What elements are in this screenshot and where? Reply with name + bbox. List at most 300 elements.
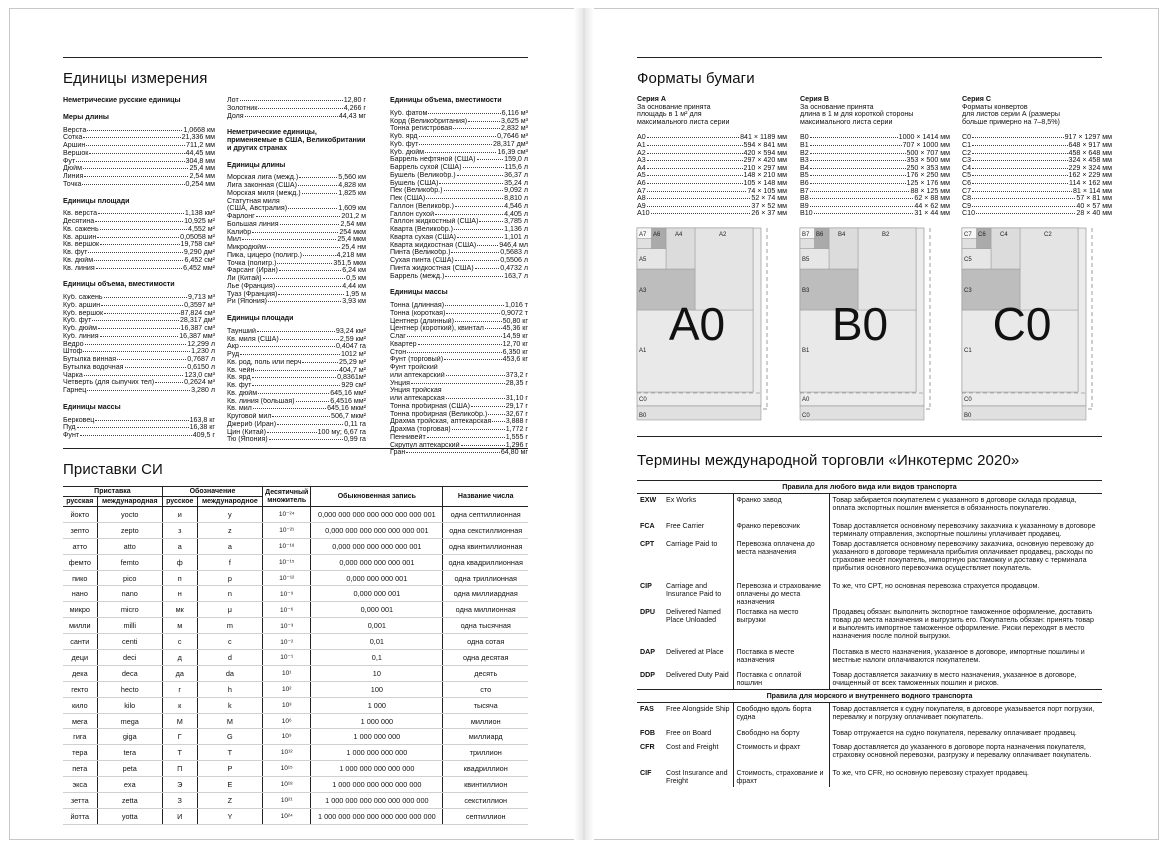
unit-value: 254 мкм xyxy=(339,228,366,236)
si-header-multiplier: Десятичный множитель xyxy=(263,487,311,507)
format-code: B4 xyxy=(800,164,809,172)
unit-name: Пика, цицеро (полигр.) xyxy=(227,251,302,259)
unit-value: 2,54 мм xyxy=(340,220,366,228)
format-code: A4 xyxy=(637,164,646,172)
unit-row xyxy=(227,182,366,190)
unit-name: Бутылка водочная xyxy=(63,363,124,371)
format-code: A8 xyxy=(637,195,646,203)
leader-dots xyxy=(452,426,505,430)
format-size: 148 × 210 мм xyxy=(743,172,787,180)
unit-name: Куб. фатом xyxy=(390,109,428,117)
series-name: Серия C xyxy=(962,95,991,103)
table-row xyxy=(63,713,528,729)
series-description: За основание принята xyxy=(800,102,874,111)
format-size: 210 × 297 мм xyxy=(743,164,787,172)
leader-dots xyxy=(444,187,504,191)
si-plain-notation: 0,000 000 000 000 000 001 xyxy=(311,538,443,554)
format-row xyxy=(637,210,787,218)
leader-dots xyxy=(810,165,906,169)
si-plain-notation: 1 000 000 000 000 000 000 000 xyxy=(311,793,443,809)
unit-row xyxy=(390,333,528,341)
leader-dots xyxy=(268,298,341,302)
leader-dots xyxy=(445,273,503,277)
leader-dots xyxy=(972,150,1067,154)
units-section-heading: Единицы длины xyxy=(227,160,286,169)
unit-row xyxy=(227,351,366,359)
si-prefix-intl: mega xyxy=(97,713,162,729)
unit-name: Фарсанг (Иран) xyxy=(227,267,278,275)
unit-row xyxy=(63,234,215,242)
unit-value: 29,17 г xyxy=(505,402,528,410)
format-size: 324 × 458 мм xyxy=(1068,157,1112,165)
format-label: B5 xyxy=(802,257,810,263)
format-code: A9 xyxy=(637,202,646,210)
unit-row xyxy=(390,125,528,133)
unit-name: Бутылка винная xyxy=(63,356,117,363)
leader-dots xyxy=(276,283,341,287)
si-header-name: Название числа xyxy=(443,487,528,507)
series-name: Серия B xyxy=(800,95,829,103)
unit-value: 1,609 км xyxy=(338,205,366,213)
si-number-name: одна десятая xyxy=(443,650,528,666)
format-code: A7 xyxy=(637,187,646,195)
unit-value: 0,4732 л xyxy=(500,264,528,272)
unit-value: 28,317 дм³ xyxy=(179,317,215,325)
unit-name: Куб. вершок xyxy=(63,309,104,317)
unit-row xyxy=(227,429,366,437)
series-description: За основание принята xyxy=(637,102,711,111)
unit-value: 44,45 мм xyxy=(185,149,215,157)
unit-name: Куб. фут xyxy=(390,140,419,148)
unit-row xyxy=(227,413,366,421)
table-row xyxy=(63,586,528,602)
term-description: Продавец обязан: выполнить экспортное таможенное оформление, доставить товар до места назначения и выгрузить его. Покупатель обязан: принять товар и выполнить импортное таможенное оформление. Риски переходят в место назначения после полной выгрузки. xyxy=(829,606,1102,646)
leader-dots xyxy=(810,172,906,176)
leader-dots xyxy=(455,318,502,322)
si-symbol-ru: н xyxy=(162,586,197,602)
unit-value: 3,888 г xyxy=(505,418,528,426)
si-prefix-ru: нано xyxy=(63,586,97,602)
unit-value: 6,116 м³ xyxy=(501,109,528,117)
term-description: Товар доставляется к судну покупателя, в договоре указывается порт погрузки, перевалку и погрузку оплачивает покупатель. xyxy=(829,703,1102,727)
paper-title: Форматы бумаги xyxy=(637,70,755,87)
si-symbol-intl: y xyxy=(197,507,262,523)
unit-row xyxy=(390,218,528,226)
table-row xyxy=(63,665,528,681)
format-row xyxy=(800,134,950,142)
leader-dots xyxy=(155,379,183,383)
unit-value: 1012 м² xyxy=(341,351,366,358)
unit-value: 506,7 мкм² xyxy=(331,413,366,420)
unit-value: 14,59 кг xyxy=(502,333,528,340)
leader-dots xyxy=(96,265,182,269)
unit-value: 0,8361м² xyxy=(337,374,366,382)
unit-name: Галлон сухой xyxy=(390,210,435,218)
unit-row xyxy=(63,372,215,380)
format-code: B3 xyxy=(800,157,809,165)
unit-value: 409,5 г xyxy=(192,432,215,439)
unit-value: 2,832 м³ xyxy=(501,125,528,133)
leader-dots xyxy=(267,429,317,433)
leader-dots xyxy=(647,142,743,146)
table-row xyxy=(63,808,528,824)
format-row xyxy=(962,134,1112,142)
format-size: 26 × 37 мм xyxy=(751,210,787,218)
unit-value: 711,2 мм xyxy=(186,142,215,149)
unit-value: 0,7646 м³ xyxy=(497,133,528,140)
si-plain-notation: 0,000 000 000 000 001 xyxy=(311,554,443,570)
leader-dots xyxy=(411,380,505,384)
leader-dots xyxy=(100,333,179,337)
leader-dots xyxy=(281,198,365,202)
si-symbol-ru: да xyxy=(162,665,197,681)
leader-dots xyxy=(83,165,188,169)
unit-name: Пинта жидкостная (США) xyxy=(390,264,474,272)
unit-value: 4,44 км xyxy=(342,282,366,290)
book-gutter xyxy=(574,8,594,840)
unit-value: 4,266 г xyxy=(343,104,366,112)
unit-name: Баррель сухой (США) xyxy=(390,164,462,171)
si-symbol-intl: P xyxy=(197,761,262,777)
sheet-8 xyxy=(637,238,652,248)
format-size: 229 × 324 мм xyxy=(1068,164,1112,172)
paper-diagram-a xyxy=(637,228,775,420)
term-code: CPT xyxy=(640,539,655,548)
format-size: 458 × 648 мм xyxy=(1068,149,1112,157)
format-row xyxy=(962,203,1112,211)
si-multiplier: 10² xyxy=(263,681,311,697)
unit-name: Корд (Великобритания) xyxy=(390,117,468,125)
unit-row xyxy=(227,97,366,105)
leader-dots xyxy=(83,134,180,138)
unit-row xyxy=(63,424,215,432)
format-label: C0 xyxy=(639,397,647,403)
si-multiplier: 10²¹ xyxy=(263,793,311,809)
unit-name: Драхма тройская, аптекарская xyxy=(390,418,492,426)
si-prefix-intl: hecto xyxy=(97,681,162,697)
si-symbol-ru: п xyxy=(162,570,197,586)
unit-name: Стон xyxy=(390,348,407,356)
format-size: 125 × 176 мм xyxy=(906,179,950,187)
unit-value: 50,80 кг xyxy=(502,317,528,325)
si-prefix-ru: гекто xyxy=(63,681,97,697)
table-row xyxy=(637,669,1102,690)
leader-dots xyxy=(257,328,335,332)
si-multiplier: 10⁻²¹ xyxy=(263,522,311,538)
term-russian: Франко перевозчик xyxy=(733,520,829,538)
table-row xyxy=(63,761,528,777)
format-size: 420 × 594 мм xyxy=(743,149,787,157)
format-row xyxy=(800,203,950,211)
si-plain-notation: 1 000 000 xyxy=(311,713,443,729)
units-section-heading: Единицы объема, вместимости xyxy=(390,96,502,104)
paper-bottom-rule xyxy=(637,436,1102,437)
si-symbol-intl: p xyxy=(197,570,262,586)
format-row xyxy=(800,188,950,196)
leader-dots xyxy=(98,210,184,214)
unit-name: Куб. аршин xyxy=(63,301,101,309)
unit-row xyxy=(227,405,366,413)
leader-dots xyxy=(810,134,898,138)
unit-value: 9,092 л xyxy=(504,187,528,195)
unit-row xyxy=(63,417,215,425)
term-english: Cost and Freight xyxy=(666,742,719,751)
unit-row xyxy=(63,356,215,364)
si-number-name: миллиард xyxy=(443,729,528,745)
unit-row xyxy=(227,174,366,182)
unit-name: Тонна (длинная) xyxy=(390,302,445,309)
sheet-base xyxy=(800,406,924,420)
paper-diagram-c xyxy=(962,228,1100,420)
unit-name: Лот xyxy=(227,97,239,104)
si-header-plain: Обыкновенная запись xyxy=(311,487,443,507)
leader-dots xyxy=(253,405,326,409)
format-code: B9 xyxy=(800,202,809,210)
unit-value: 25,4 мкм xyxy=(337,236,366,244)
unit-value: 201,2 м xyxy=(341,213,366,220)
unit-name: Мил xyxy=(227,236,242,244)
si-symbol-intl: E xyxy=(197,777,262,793)
unit-row xyxy=(63,257,215,265)
unit-row xyxy=(63,432,215,440)
sheet-base xyxy=(962,406,1086,420)
si-symbol-ru: И xyxy=(162,808,197,824)
table-row xyxy=(63,729,528,745)
si-prefix-intl: milli xyxy=(97,618,162,634)
unit-row xyxy=(390,449,528,457)
unit-value: 31,10 г xyxy=(505,395,528,402)
leader-dots xyxy=(407,333,502,337)
right-page xyxy=(637,0,1112,846)
unit-value: 44,43 мг xyxy=(338,112,366,120)
unit-name: Центнер (длинный) xyxy=(390,317,454,325)
format-code: C7 xyxy=(962,187,972,195)
si-plain-notation: 1 000 000 000 000 xyxy=(311,745,443,761)
unit-value: 6,24 км xyxy=(342,267,366,275)
unit-row xyxy=(63,310,215,318)
unit-row xyxy=(63,218,215,226)
format-size: 297 × 420 мм xyxy=(743,157,787,165)
unit-value: 1,136 л xyxy=(504,226,528,233)
leader-dots xyxy=(428,110,500,114)
unit-row xyxy=(227,229,366,237)
leader-dots xyxy=(651,210,751,214)
format-row xyxy=(962,150,1112,158)
leader-dots xyxy=(406,449,500,453)
term-english: Carriage and Insurance Paid to xyxy=(666,581,722,598)
unit-name: Морская миля (межд.) xyxy=(227,189,301,197)
si-symbol-intl: d xyxy=(197,650,262,666)
format-size: 500 × 707 мм xyxy=(906,149,950,157)
format-size: 52 × 74 мм xyxy=(751,195,787,203)
unit-row xyxy=(390,372,528,380)
unit-value: 929 см² xyxy=(341,382,366,389)
leader-dots xyxy=(89,150,184,154)
unit-row xyxy=(390,380,528,388)
si-prefix-ru: санти xyxy=(63,634,97,650)
table-row xyxy=(637,703,1102,727)
leader-dots xyxy=(479,218,503,222)
unit-name: Унция тройская xyxy=(390,387,442,395)
si-plain-notation: 0,000 001 xyxy=(311,602,443,618)
si-symbol-ru: Э xyxy=(162,777,197,793)
leader-dots xyxy=(455,257,499,261)
units-section-heading: Меры длины xyxy=(63,112,109,121)
unit-name: Галлон (Великобр.) xyxy=(390,202,454,210)
leader-dots xyxy=(439,364,527,368)
unit-value: 25,29 м² xyxy=(339,358,366,366)
format-size: 917 × 1297 мм xyxy=(1064,134,1112,142)
format-size: 31 × 44 мм xyxy=(914,210,950,218)
unit-name: Кв. верста xyxy=(63,210,98,218)
si-multiplier: 10³ xyxy=(263,697,311,713)
leader-dots xyxy=(100,241,179,245)
unit-value: 645,16 мкм² xyxy=(327,405,366,413)
si-plain-notation: 1 000 xyxy=(311,697,443,713)
si-symbol-ru: д xyxy=(162,650,197,666)
leader-dots xyxy=(269,436,343,440)
unit-row xyxy=(63,173,215,181)
format-row xyxy=(962,165,1112,173)
si-title: Приставки СИ xyxy=(63,461,163,478)
si-header-rus: русское xyxy=(162,497,197,507)
unit-value: 4,546 л xyxy=(504,202,528,210)
unit-name: Пек (Великобр.) xyxy=(390,187,443,195)
format-label: A4 xyxy=(675,232,683,238)
si-number-name: квадриллион xyxy=(443,761,528,777)
format-row xyxy=(800,157,950,165)
format-label: C3 xyxy=(964,288,972,294)
term-english: Free Carrier xyxy=(666,521,705,530)
unit-row xyxy=(227,198,366,206)
format-size: 88 × 125 мм xyxy=(910,187,950,195)
unit-row xyxy=(390,395,528,403)
unit-value: 45,36 кг xyxy=(502,325,528,333)
unit-name: Джериб (Иран) xyxy=(227,420,277,428)
format-label: B3 xyxy=(802,288,810,294)
si-prefix-intl: centi xyxy=(97,634,162,650)
unit-row xyxy=(390,349,528,357)
term-russian: Поставка на место выгрузки xyxy=(733,606,829,646)
unit-value: 6,452 см² xyxy=(184,256,215,264)
si-symbol-intl: T xyxy=(197,745,262,761)
unit-value: 373,2 г xyxy=(505,371,528,379)
format-code: A6 xyxy=(637,179,646,187)
unit-value: 93,24 км² xyxy=(335,327,366,335)
unit-value: 2,59 км² xyxy=(339,335,366,343)
unit-name: Баррель (межд.) xyxy=(390,272,445,280)
leader-dots xyxy=(278,291,344,295)
term-russian: Перевозка оплачена до места назначения xyxy=(733,538,829,580)
format-label: A5 xyxy=(639,257,647,263)
si-symbol-ru: с xyxy=(162,634,197,650)
term-russian: Свободно вдоль борта судна xyxy=(733,703,829,727)
term-russian: Стоимость и фрахт xyxy=(733,741,829,767)
unit-name: Кв. мил xyxy=(227,405,252,413)
series-description: максимального листа серии xyxy=(800,117,893,126)
unit-row xyxy=(227,221,366,229)
unit-name: Десятина xyxy=(63,218,95,225)
unit-value: 0,254 мм xyxy=(185,180,215,188)
leader-dots xyxy=(82,181,184,185)
unit-name: Слаг xyxy=(390,333,406,340)
si-symbol-intl: da xyxy=(197,665,262,681)
format-row xyxy=(800,142,950,150)
format-size: 162 × 229 мм xyxy=(1068,172,1112,180)
si-symbol-ru: м xyxy=(162,618,197,634)
units-column-3 xyxy=(390,97,528,457)
unit-name: Лье (Франция) xyxy=(227,282,276,290)
si-prefix-ru: пико xyxy=(63,570,97,586)
leader-dots xyxy=(810,157,906,161)
si-symbol-intl: a xyxy=(197,538,262,554)
series-name: Серия A xyxy=(637,95,666,103)
unit-name: Галлон жидкостный (США) xyxy=(390,218,479,226)
unit-row xyxy=(390,325,528,333)
format-list xyxy=(800,134,950,218)
si-prefix-intl: peta xyxy=(97,761,162,777)
leader-dots xyxy=(488,411,504,415)
format-label: B2 xyxy=(882,232,890,238)
term-description: То же, что CPT, но основная перевозка страхуется продавцом. xyxy=(829,580,1102,606)
unit-row xyxy=(390,302,528,310)
leader-dots xyxy=(279,267,341,271)
unit-value: 1,555 г xyxy=(505,433,528,441)
leader-dots xyxy=(647,172,743,176)
leader-dots xyxy=(95,218,183,222)
si-header-designation: Обозначение xyxy=(162,487,262,497)
unit-name: Фунт (торговый) xyxy=(390,356,444,364)
format-size: 62 × 88 мм xyxy=(914,195,950,203)
unit-row xyxy=(390,387,528,395)
si-prefix-ru: микро xyxy=(63,602,97,618)
si-plain-notation: 10 xyxy=(311,665,443,681)
si-multiplier: 10¹⁸ xyxy=(263,777,311,793)
si-multiplier: 10¹⁵ xyxy=(263,761,311,777)
term-english: Ex Works xyxy=(666,496,697,504)
leader-dots xyxy=(427,434,505,438)
unit-row xyxy=(227,190,366,198)
si-symbol-intl: M xyxy=(197,713,262,729)
unit-row xyxy=(227,298,366,306)
units-section-heading: Единицы объема, вместимости xyxy=(63,280,175,289)
si-prefix-intl: yocto xyxy=(97,507,162,523)
leader-dots xyxy=(419,133,497,137)
unit-row xyxy=(390,341,528,349)
leader-dots xyxy=(87,127,182,131)
si-symbol-intl: Z xyxy=(197,793,262,809)
format-label: A2 xyxy=(719,232,727,238)
leader-dots xyxy=(647,150,743,154)
unit-value: 1,230 л xyxy=(191,348,215,356)
si-symbol-intl: Y xyxy=(197,808,262,824)
leader-dots xyxy=(97,234,179,238)
series-description: максимального листа серии xyxy=(637,117,730,126)
format-size: 250 × 353 мм xyxy=(906,164,950,172)
format-code: C6 xyxy=(962,179,972,187)
term-description: Товар доставляется до указанного в договоре порта назначения покупателя, страховку основной перевозки, разгрузку и перевалку оплачивает покупатель. xyxy=(829,741,1102,767)
si-number-name: одна септиллионная xyxy=(443,507,528,523)
format-label: B7 xyxy=(802,232,810,238)
format-row xyxy=(962,142,1112,150)
format-row xyxy=(962,210,1112,218)
si-plain-notation: 1 000 000 000 xyxy=(311,729,443,745)
format-row xyxy=(800,195,950,203)
incoterms-group-header xyxy=(637,481,1102,494)
table-row xyxy=(63,522,528,538)
unit-row xyxy=(390,149,528,157)
si-prefix-intl: kilo xyxy=(97,697,162,713)
